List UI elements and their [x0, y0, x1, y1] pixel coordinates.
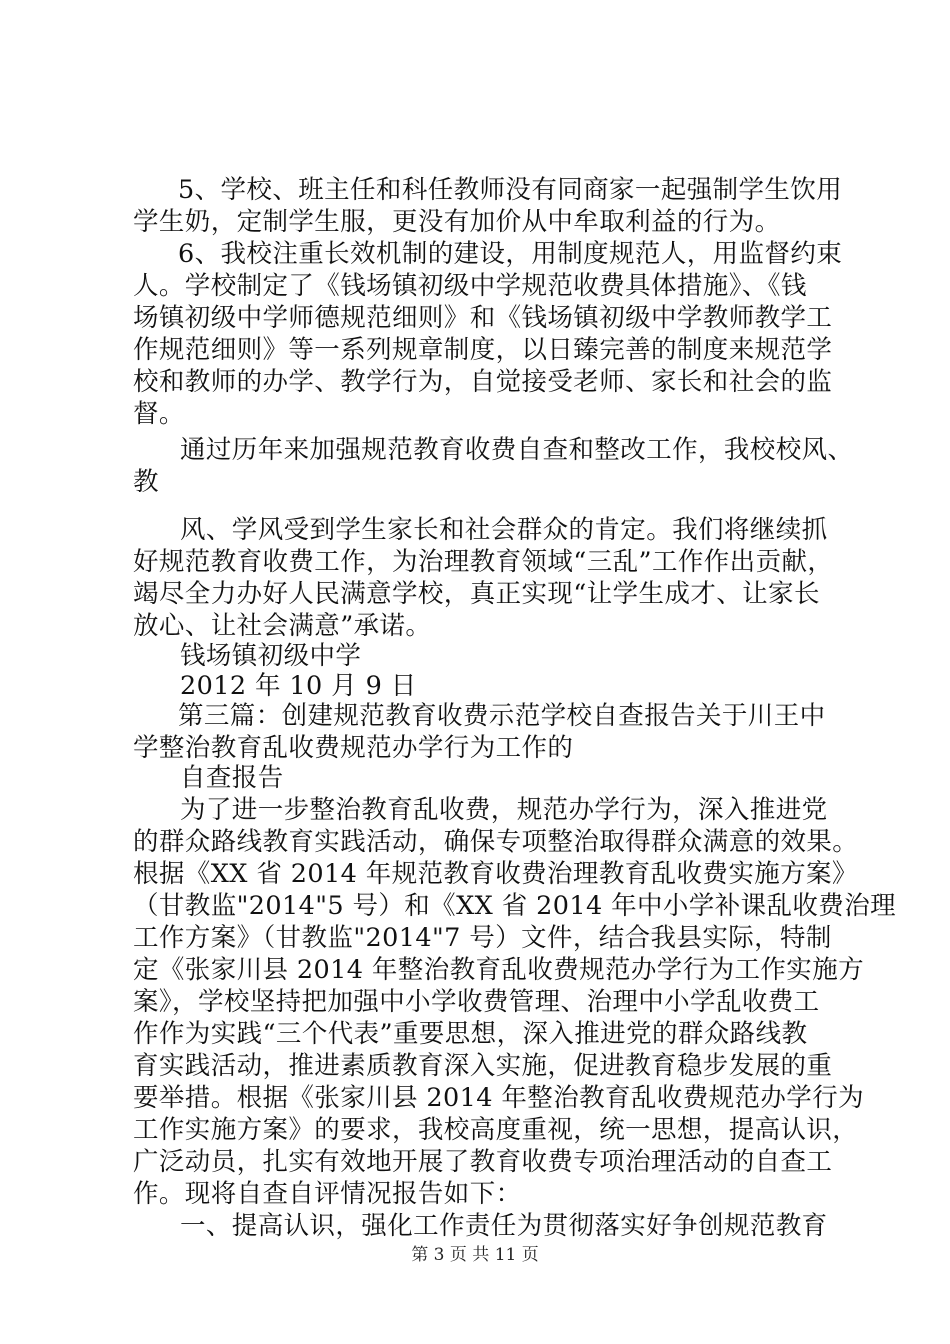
text-line: 作规范细则》等一系列规章制度，以日臻完善的制度来规范学 [133, 335, 833, 365]
text-line: 督。 [133, 399, 185, 429]
text-line: 风、学风受到学生家长和社会群众的肯定。我们将继续抓 [180, 515, 828, 545]
text-line: 竭尽全力办好人民满意学校，真正实现“让学生成才、让家长 [133, 579, 820, 609]
text-line: 场镇初级中学师德规范细则》和《钱场镇初级中学教师教学工 [133, 303, 833, 333]
signature-date: 2012 年 10 月 9 日 [180, 671, 417, 701]
text-line: 放心、让社会满意”承诺。 [133, 611, 432, 641]
section-heading: 自查报告 [180, 763, 284, 793]
text-line: 校和教师的办学、教学行为，自觉接受老师、家长和社会的监 [133, 367, 833, 397]
text-line: 教 [133, 467, 159, 497]
text-line: 学生奶，定制学生服，更没有加价从中牟取利益的行为。 [133, 207, 781, 237]
text-line: 为了进一步整治教育乱收费，规范办学行为，深入推进党 [180, 795, 828, 825]
text-line: 案》，学校坚持把加强中小学收费管理、治理中小学乱收费工 [133, 987, 820, 1017]
text-line: 广泛动员，扎实有效地开展了教育收费专项治理活动的自查工 [133, 1147, 833, 1177]
text-line: 人。学校制定了《钱场镇初级中学规范收费具体措施》、《钱 [133, 271, 807, 301]
text-line: （甘教监"2014"5 号）和《XX 省 2014 年中小学补课乱收费治理 [133, 891, 897, 921]
text-line: 的群众路线教育实践活动，确保专项整治取得群众满意的效果。 [133, 827, 859, 857]
text-line: 工作方案》（甘教监"2014"7 号）文件，结合我县实际，特制 [133, 923, 832, 953]
text-line: 作。现将自查自评情况报告如下： [133, 1179, 522, 1209]
text-line: 作作为实践“三个代表”重要思想，深入推进党的群众路线教 [133, 1019, 808, 1049]
text-line: 好规范教育收费工作，为治理教育领域“三乱”工作作出贡献， [133, 547, 834, 577]
section-heading: 学整治教育乱收费规范办学行为工作的 [133, 733, 574, 763]
text-line: 定《张家川县 2014 年整治教育乱收费规范办学行为工作实施方 [133, 955, 865, 985]
page-number-footer: 第 3 页 共 11 页 [411, 1245, 539, 1265]
text-line: 6、我校注重长效机制的建设，用制度规范人，用监督约束 [178, 239, 843, 269]
text-line: 工作实施方案》的要求，我校高度重视，统一思想，提高认识， [133, 1115, 859, 1145]
text-line: 5、学校、班主任和科任教师没有同商家一起强制学生饮用 [178, 175, 843, 205]
text-line: 通过历年来加强规范教育收费自查和整改工作，我校校风、 [180, 435, 854, 465]
text-line: 一、提高认识，强化工作责任为贯彻落实好争创规范教育 [180, 1211, 828, 1241]
signature-org: 钱场镇初级中学 [180, 641, 362, 671]
text-line: 育实践活动，推进素质教育深入实施，促进教育稳步发展的重 [133, 1051, 833, 1081]
text-line: 要举措。根据《张家川县 2014 年整治教育乱收费规范办学行为 [133, 1083, 865, 1113]
text-line: 根据《XX 省 2014 年规范教育收费治理教育乱收费实施方案》 [133, 859, 858, 889]
section-heading: 第三篇：创建规范教育收费示范学校自查报告关于川王中 [178, 701, 826, 731]
